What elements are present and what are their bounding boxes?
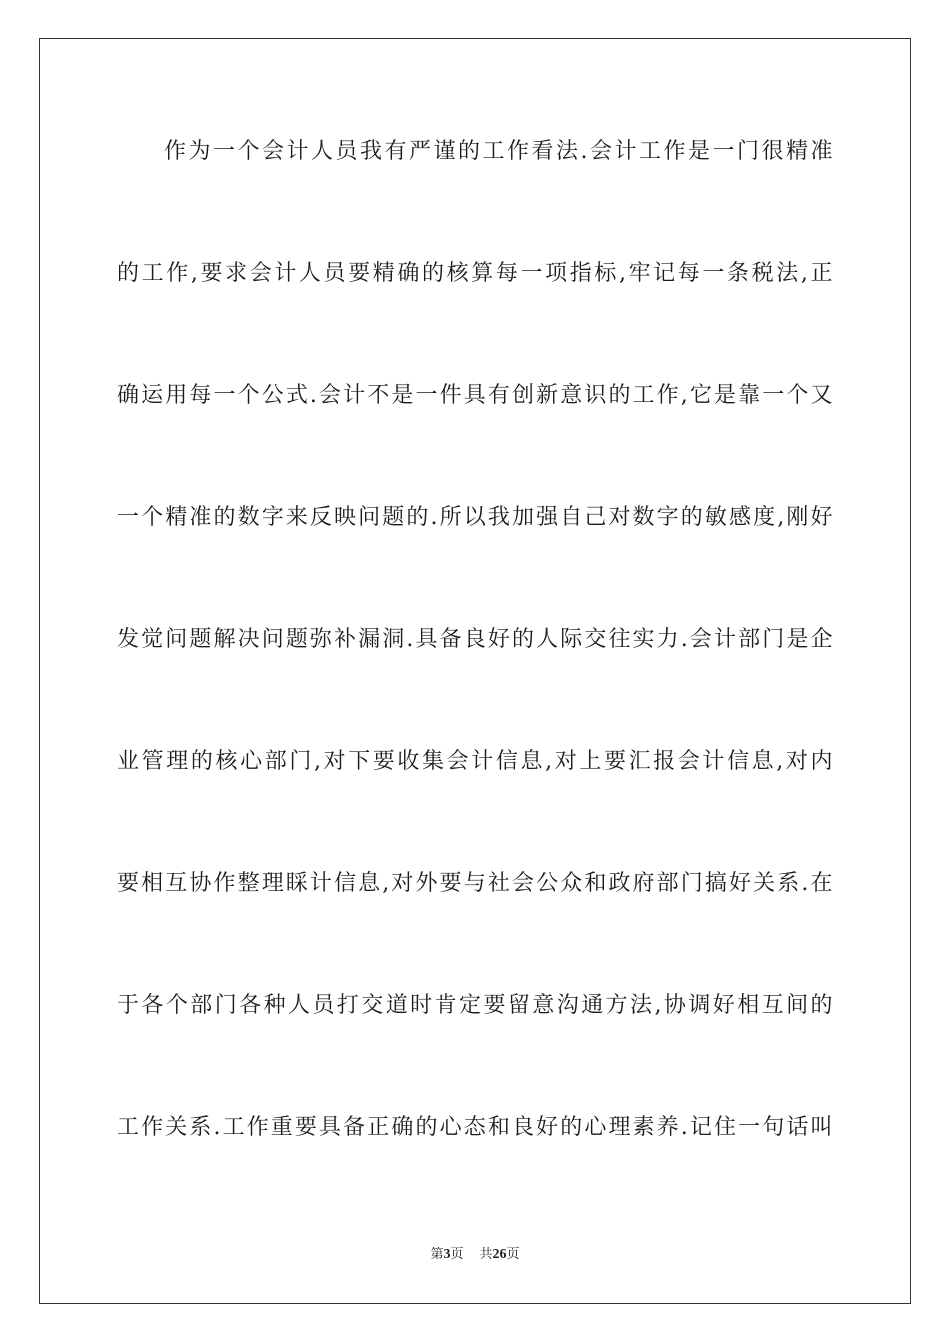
current-page-number: 3 [443, 1247, 451, 1262]
page-label-suffix: 页 [450, 1247, 464, 1262]
page-footer [0, 1246, 950, 1264]
body-text-line-7: 要相互协作整理睬计信息,对外要与社会公众和政府部门搞好关系.在 [117, 871, 833, 896]
body-text-line-3: 确运用每一个公式.会计不是一件具有创新意识的工作,它是靠一个又 [117, 383, 833, 408]
body-text-line-6: 业管理的核心部门,对下要收集会计信息,对上要汇报会计信息,对内 [117, 749, 833, 774]
total-label-prefix: 共 [479, 1247, 493, 1262]
body-text-line-1: 作为一个会计人员我有严谨的工作看法.会计工作是一门很精准 [164, 139, 833, 164]
total-label-suffix: 页 [506, 1247, 520, 1262]
body-text-line-9: 工作关系.工作重要具备正确的心态和良好的心理素养.记住一句话叫 [117, 1115, 833, 1140]
body-text-line-2: 的工作,要求会计人员要精确的核算每一项指标,牢记每一条税法,正 [117, 261, 833, 286]
body-text-line-8: 于各个部门各种人员打交道时肯定要留意沟通方法,协调好相互间的 [117, 993, 833, 1018]
body-text-line-5: 发觉问题解决问题弥补漏洞.具备良好的人际交往实力.会计部门是企 [117, 627, 833, 652]
body-text-line-4: 一个精准的数字来反映问题的.所以我加强自己对数字的敏感度,刚好 [117, 505, 833, 530]
total-pages-number: 26 [492, 1247, 507, 1262]
page-label-prefix: 第 [430, 1247, 444, 1262]
